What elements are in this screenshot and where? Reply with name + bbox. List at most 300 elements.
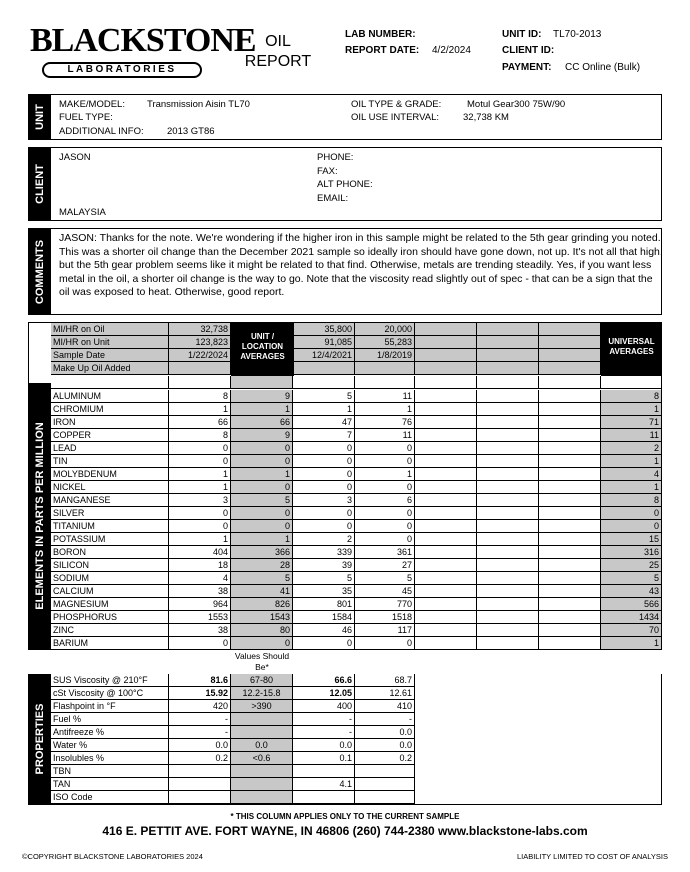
element-name: TIN [51,455,169,468]
sample-2-cell: 0 [293,637,355,650]
comments-section [28,228,662,315]
current-sample-cell: 0.2 [169,752,231,765]
empty-cell [477,585,539,598]
empty-cell [477,624,539,637]
sample-empty-cell [539,323,601,336]
universal-average-cell: 1 [601,403,662,416]
current-sample-cell [169,778,231,791]
current-sample-cell: 66 [169,416,231,429]
empty-cell [539,403,601,416]
sample-2-cell: - [293,713,355,726]
sample-3-cell: 11 [355,429,415,442]
element-name: IRON [51,416,169,429]
element-name: TITANIUM [51,520,169,533]
sample-3-cell: 20,000 [355,323,415,336]
current-sample-cell: 1 [169,533,231,546]
footer-note: * THIS COLUMN APPLIES ONLY TO THE CURRENT SAMPLE [230,812,460,821]
empty-cell [539,520,601,533]
empty-cell [415,520,477,533]
spacer-cell [355,376,415,389]
current-sample-cell: - [169,726,231,739]
universal-average-cell: 25 [601,559,662,572]
spacer-cell [51,376,169,389]
empty-cell [415,585,477,598]
element-name: SILICON [51,559,169,572]
fax-label: FAX: [317,166,338,177]
elements-table [28,322,662,650]
empty-cell [539,442,601,455]
empty-cell [539,598,601,611]
sample-3-cell: 117 [355,624,415,637]
current-sample-cell: 81.6 [169,674,231,687]
comments-side-label: COMMENTS [29,229,51,314]
email-label: EMAIL: [317,193,349,204]
sample-3-cell: 45 [355,585,415,598]
empty-cell [477,481,539,494]
empty-cell [539,390,601,403]
current-sample-cell: 18 [169,559,231,572]
sample-3-cell: 1 [355,468,415,481]
universal-average-cell: 43 [601,585,662,598]
logo-wordmark: BLACKSTONE [30,22,256,59]
phone-label: PHONE: [317,152,354,163]
empty-cell [477,494,539,507]
sample-3-cell: 0 [355,507,415,520]
values-should-be-header: Values Should Be* [234,651,290,672]
footer-address: 416 E. PETTIT AVE. FORT WAYNE, IN 46806 (260) 744-2380 www.blackstone-labs.com [102,824,588,838]
sample-2-cell: - [293,726,355,739]
current-sample-cell [169,362,231,375]
sample-3-cell: 0 [355,455,415,468]
empty-cell [477,546,539,559]
sample-3-cell: 1/8/2019 [355,349,415,362]
current-sample-cell: 123,823 [169,336,231,349]
sample-2-cell: 35,800 [293,323,355,336]
current-sample-cell [169,765,231,778]
sample-3-cell: 55,283 [355,336,415,349]
sample-empty-cell [477,362,539,375]
universal-average-cell: 4 [601,468,662,481]
sample-2-cell [293,362,355,375]
empty-cell [415,494,477,507]
sample-2-cell: 3 [293,494,355,507]
universal-average-cell: 1434 [601,611,662,624]
empty-cell [477,468,539,481]
values-should-be-cell [231,791,293,804]
spacer-cell [415,376,477,389]
sample-2-cell: 0 [293,442,355,455]
spacer-cell [169,376,231,389]
sample-2-cell: 0.1 [293,752,355,765]
universal-average-cell: 566 [601,598,662,611]
current-sample-cell: 3 [169,494,231,507]
sample-2-cell [293,791,355,804]
make-model-label: MAKE/MODEL: [59,99,125,110]
unit-average-cell: 5 [231,572,293,585]
empty-cell [539,611,601,624]
sample-2-cell: 339 [293,546,355,559]
client-id-label: CLIENT ID: [502,45,555,56]
sample-3-cell: 12.61 [355,687,415,700]
current-sample-cell: - [169,713,231,726]
empty-cell [477,572,539,585]
empty-cell [415,546,477,559]
property-name: Water % [51,739,169,752]
sample-2-cell: 0 [293,481,355,494]
unit-average-cell: 1 [231,403,293,416]
sample-3-cell: 76 [355,416,415,429]
element-name: MAGNESIUM [51,598,169,611]
oil-interval-label: OIL USE INTERVAL: [351,112,439,123]
spacer-cell [601,376,662,389]
element-name: BORON [51,546,169,559]
element-name: SILVER [51,507,169,520]
universal-average-cell: 8 [601,390,662,403]
current-sample-cell: 1 [169,468,231,481]
client-name: JASON [59,152,91,163]
empty-cell [539,637,601,650]
empty-cell [415,533,477,546]
sample-2-cell: 35 [293,585,355,598]
current-sample-cell: 1 [169,403,231,416]
empty-cell [539,546,601,559]
unit-average-cell: 0 [231,507,293,520]
spacer-cell [539,376,601,389]
universal-average-cell: 316 [601,546,662,559]
universal-average-cell: 15 [601,533,662,546]
sample-3-cell: 0 [355,520,415,533]
sample-empty-cell [415,349,477,362]
report-title [238,32,318,72]
current-sample-cell: 0 [169,637,231,650]
property-name: Flashpoint in °F [51,700,169,713]
sample-empty-cell [415,323,477,336]
empty-cell [477,598,539,611]
universal-average-cell: 2 [601,442,662,455]
sample-empty-cell [415,336,477,349]
empty-cell [415,403,477,416]
alt-phone-label: ALT PHONE: [317,179,373,190]
property-name: TBN [51,765,169,778]
current-sample-cell: 8 [169,390,231,403]
properties-table [28,674,662,805]
empty-cell [415,598,477,611]
current-sample-cell: 38 [169,585,231,598]
property-name: Fuel % [51,713,169,726]
sample-3-cell [355,362,415,375]
copyright: ©COPYRIGHT BLACKSTONE LABORATORIES 2024 [22,852,203,861]
spacer-cell [477,376,539,389]
empty-cell [539,559,601,572]
empty-cell [477,442,539,455]
unit-average-cell: 5 [231,494,293,507]
sample-3-cell: 770 [355,598,415,611]
current-sample-cell: 0.0 [169,739,231,752]
current-sample-cell: 1 [169,481,231,494]
spacer-cell [231,376,293,389]
current-sample-cell: 0 [169,455,231,468]
universal-average-cell: 8 [601,494,662,507]
element-name: NICKEL [51,481,169,494]
values-should-be-cell: 67-80 [231,674,293,687]
sample-2-cell: 4.1 [293,778,355,791]
sample-3-cell: 1518 [355,611,415,624]
sample-3-cell: - [355,713,415,726]
element-name: ZINC [51,624,169,637]
sample-3-cell: 0.2 [355,752,415,765]
values-should-be-cell: >390 [231,700,293,713]
blackstone-logo [30,22,256,80]
sample-2-cell: 1 [293,403,355,416]
property-name: TAN [51,778,169,791]
unit-average-cell: 0 [231,455,293,468]
sample-row-label: Sample Date [51,349,169,362]
universal-average-cell: 0 [601,507,662,520]
universal-average-cell: 1 [601,455,662,468]
liability-note: LIABILITY LIMITED TO COST OF ANALYSIS [516,852,668,861]
unit-average-cell: 41 [231,585,293,598]
empty-cell [477,611,539,624]
sample-2-cell: 801 [293,598,355,611]
title-line-1: OIL [265,33,291,50]
elements-side-label: ELEMENTS IN PARTS PER MILLION [29,383,51,649]
sample-2-cell: 0.0 [293,739,355,752]
values-should-be-cell: 0.0 [231,739,293,752]
sample-3-cell: 68.7 [355,674,415,687]
values-should-be-cell: <0.6 [231,752,293,765]
lab-number-label: LAB NUMBER: [345,29,416,40]
sample-empty-cell [477,336,539,349]
current-sample-cell [169,791,231,804]
universal-average-cell: 71 [601,416,662,429]
sample-empty-cell [477,323,539,336]
current-sample-cell: 32,738 [169,323,231,336]
empty-cell [415,637,477,650]
payment-label: PAYMENT: [502,62,552,73]
current-sample-cell: 404 [169,546,231,559]
element-name: CALCIUM [51,585,169,598]
additional-info-label: ADDITIONAL INFO: [59,126,144,137]
unit-average-cell: 0 [231,442,293,455]
universal-average-cell: 70 [601,624,662,637]
sample-2-cell: 5 [293,390,355,403]
empty-cell [477,455,539,468]
report-date-label: REPORT DATE: [345,45,420,56]
universal-average-cell: 1 [601,637,662,650]
make-model-value: Transmission Aisin TL70 [147,99,250,110]
sample-3-cell [355,765,415,778]
empty-cell [415,390,477,403]
empty-cell [415,624,477,637]
empty-cell [415,559,477,572]
current-sample-cell: 964 [169,598,231,611]
values-should-be-cell [231,713,293,726]
empty-cell [539,468,601,481]
sample-2-cell: 12/4/2021 [293,349,355,362]
unit-average-cell: 1 [231,468,293,481]
values-should-be-cell: 12.2-15.8 [231,687,293,700]
sample-3-cell: 0 [355,637,415,650]
empty-cell [477,507,539,520]
unit-average-cell: 80 [231,624,293,637]
empty-cell [539,429,601,442]
sample-3-cell: 0.0 [355,739,415,752]
empty-cell [539,624,601,637]
sample-row-label: MI/HR on Oil [51,323,169,336]
unit-average-cell: 0 [231,520,293,533]
element-name: PHOSPHORUS [51,611,169,624]
sample-2-cell: 0 [293,468,355,481]
empty-cell [415,429,477,442]
client-country: MALAYSIA [59,207,106,218]
sample-row-label: Make Up Oil Added [51,362,169,375]
empty-cell [477,637,539,650]
empty-cell [539,494,601,507]
universal-averages-header: UNIVERSAL AVERAGES [601,323,662,376]
element-name: POTASSIUM [51,533,169,546]
unit-id-value: TL70-2013 [553,29,602,40]
empty-cell [539,572,601,585]
oil-interval-value: 32,738 KM [463,112,509,123]
property-name: ISO Code [51,791,169,804]
sample-2-cell: 39 [293,559,355,572]
empty-cell [539,416,601,429]
unit-side-label: UNIT [29,95,51,139]
sample-2-cell: 400 [293,700,355,713]
sample-empty-cell [539,336,601,349]
unit-average-cell: 826 [231,598,293,611]
element-name: ALUMINUM [51,390,169,403]
property-name: SUS Viscosity @ 210°F [51,674,169,687]
element-name: COPPER [51,429,169,442]
current-sample-cell: 15.92 [169,687,231,700]
sample-3-cell: 27 [355,559,415,572]
unit-average-cell: 1543 [231,611,293,624]
sample-2-cell: 0 [293,507,355,520]
comments-text: JASON: Thanks for the note. We're wondering if the higher iron in this sample might be related to the 5th gear grinding you noted. This was a shorter oil change than the December 2021 sample so ideally iron should have gone down, not up. It's not all that high, but the 5th gear problem seems like it might be related to that find. Otherwise, metals are trending steadily. Yes, if you want less metal in the oil, a shorter oil change is the way to go. Note that the viscosity read slightly out of spec - that can be a sign that the oil was exposed to heat. Otherwise, good report. [59,232,663,298]
empty-cell [539,533,601,546]
sample-2-cell: 46 [293,624,355,637]
universal-average-cell: 5 [601,572,662,585]
sample-2-cell: 7 [293,429,355,442]
empty-cell [477,533,539,546]
empty-cell [477,429,539,442]
sample-3-cell: 0.0 [355,726,415,739]
client-section [28,147,662,221]
element-name: BARIUM [51,637,169,650]
element-name: LEAD [51,442,169,455]
current-sample-cell: 0 [169,520,231,533]
sample-3-cell: 11 [355,390,415,403]
empty-cell [477,559,539,572]
sample-2-cell: 91,085 [293,336,355,349]
sample-3-cell: 0 [355,442,415,455]
element-name: MOLYBDENUM [51,468,169,481]
empty-cell [415,507,477,520]
empty-cell [477,403,539,416]
sample-empty-cell [477,349,539,362]
sample-2-cell: 12.05 [293,687,355,700]
values-should-be-cell [231,765,293,778]
sample-3-cell [355,791,415,804]
universal-average-cell: 11 [601,429,662,442]
sample-2-cell: 5 [293,572,355,585]
unit-average-cell: 9 [231,429,293,442]
empty-cell [477,520,539,533]
sample-row-label: MI/HR on Unit [51,336,169,349]
empty-cell [415,442,477,455]
sample-3-cell: 6 [355,494,415,507]
sample-2-cell: 2 [293,533,355,546]
title-line-2: REPORT [244,53,312,70]
properties-side-label: PROPERTIES [29,674,51,804]
sample-3-cell: 361 [355,546,415,559]
sample-3-cell: 410 [355,700,415,713]
sample-2-cell: 66.6 [293,674,355,687]
empty-cell [415,481,477,494]
element-name: SODIUM [51,572,169,585]
sample-2-cell: 0 [293,455,355,468]
empty-cell [415,455,477,468]
additional-info-value: 2013 GT86 [167,126,215,137]
empty-cell [539,481,601,494]
sample-2-cell: 1584 [293,611,355,624]
payment-value: CC Online (Bulk) [565,62,641,73]
values-should-be-cell [231,778,293,791]
empty-cell [415,416,477,429]
unit-average-cell: 0 [231,481,293,494]
sample-2-cell: 47 [293,416,355,429]
current-sample-cell: 4 [169,572,231,585]
empty-cell [415,611,477,624]
unit-average-cell: 66 [231,416,293,429]
sample-3-cell: 0 [355,533,415,546]
sample-3-cell [355,778,415,791]
sample-2-cell: 0 [293,520,355,533]
current-sample-cell: 0 [169,442,231,455]
empty-cell [415,468,477,481]
current-sample-cell: 38 [169,624,231,637]
unit-average-cell: 1 [231,533,293,546]
empty-cell [539,455,601,468]
oil-type-value: Motul Gear300 75W/90 [467,99,566,110]
element-name: CHROMIUM [51,403,169,416]
property-name: Antifreeze % [51,726,169,739]
current-sample-cell: 1553 [169,611,231,624]
universal-average-cell: 0 [601,520,662,533]
property-name: Insolubles % [51,752,169,765]
sample-empty-cell [539,349,601,362]
values-should-be-cell [231,726,293,739]
fuel-type-label: FUEL TYPE: [59,112,113,123]
empty-cell [477,390,539,403]
current-sample-cell: 0 [169,507,231,520]
current-sample-cell: 1/22/2024 [169,349,231,362]
empty-cell [539,507,601,520]
unit-average-cell: 0 [231,637,293,650]
sample-3-cell: 1 [355,403,415,416]
sample-empty-cell [415,362,477,375]
current-sample-cell: 420 [169,700,231,713]
oil-type-label: OIL TYPE & GRADE: [351,99,442,110]
unit-average-cell: 366 [231,546,293,559]
sample-3-cell: 0 [355,481,415,494]
sample-3-cell: 5 [355,572,415,585]
current-sample-cell: 8 [169,429,231,442]
unit-average-cell: 28 [231,559,293,572]
element-name: MANGANESE [51,494,169,507]
sample-2-cell [293,765,355,778]
